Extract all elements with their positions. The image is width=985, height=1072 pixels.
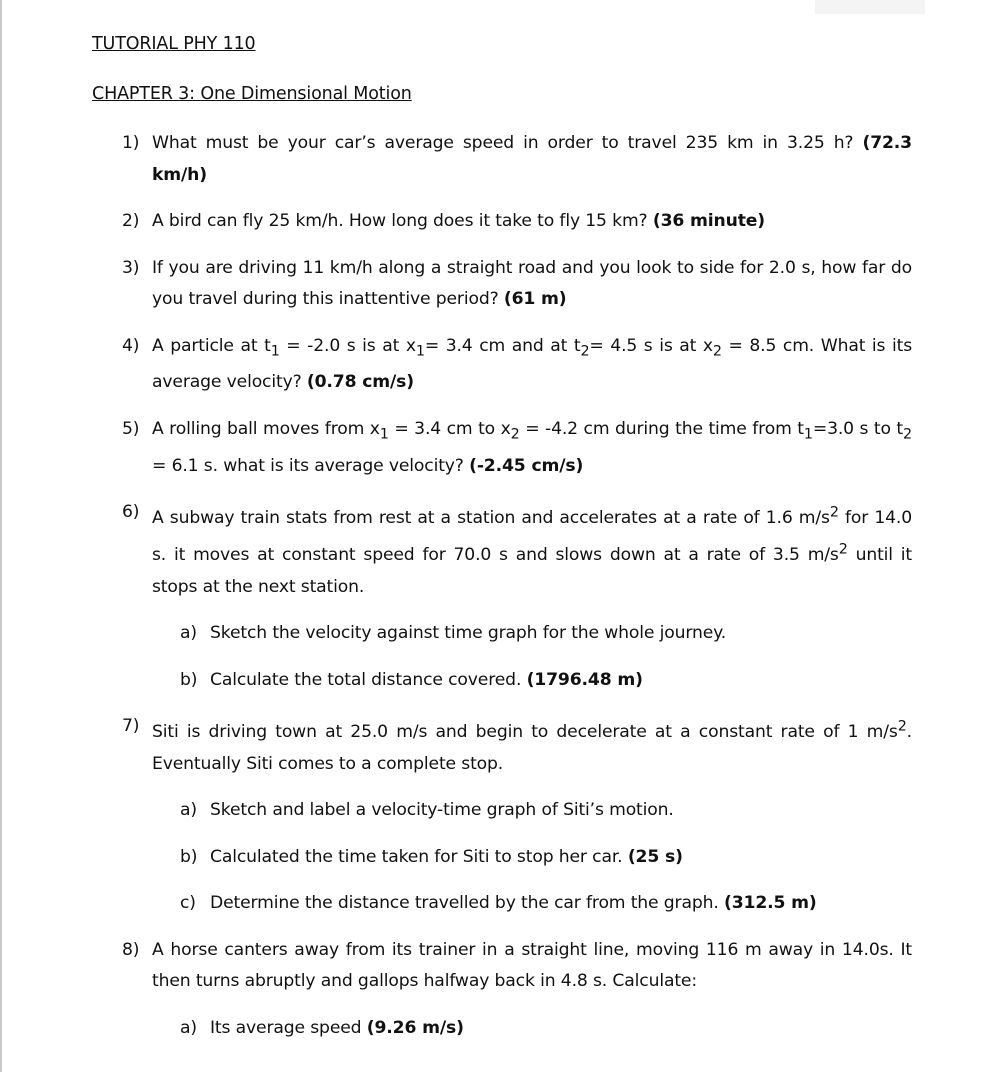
sub-text: Calculated the time taken for Siti to stop her car. [210,846,623,867]
question-text: A rolling ball moves from $x_1 = 3.4$ cm to $x_2 = -4.2$ cm during the time from $t_1=3.0$ s to $t_2 = 6.1$ s. what is its average velocity? [152,418,912,476]
question-6a [92,618,912,650]
sub-text: Its average speed [210,1017,362,1038]
sub-number: a) [180,1017,197,1038]
sub-answer: (9.26 m/s) [366,1017,464,1038]
question-answer: (61 m) [503,289,567,309]
question-text: A horse canters away from its trainer in a straight line, moving 116 m away in 14.0s. It then turns abruptly and gallops halfway back in 4.8 s. Calculate: [152,939,912,992]
question-text: What must be your car’s average speed in order to travel 235 km in 3.25 h? [152,133,854,153]
sub-answer: (25 s) [627,846,683,867]
question-3 [92,253,912,316]
question-7 [92,711,912,780]
question-answer: (0.78 cm/s) [306,372,414,393]
question-1 [92,128,912,191]
question-answer: (72.3 km/h) [152,133,912,185]
question-number: 2) [122,211,140,231]
question-answer: (36 minute) [652,211,765,231]
question-number: 4) [122,335,140,356]
question-4 [92,331,912,399]
question-text: A particle at $t_1 = -2.0$ s is at $x_1= 3.4$ cm and at $t_2= 4.5$ s is at $x_2 = 8.5$ cm. What is its average velocity? [152,335,913,393]
question-number: 3) [122,257,140,278]
question-7c [92,888,912,920]
question-7b [92,842,912,874]
question-number: 6) [122,502,140,523]
question-6 [92,497,912,603]
sub-number: b) [180,669,198,690]
question-8 [92,935,912,998]
tutorial-page [92,34,912,1059]
sub-text: Determine the distance travelled by the car from the graph. [210,893,719,914]
sub-text: Sketch the velocity against time graph for the whole journey. [210,623,727,644]
sub-text: Sketch and label a velocity-time graph of Siti’s motion. [210,800,674,821]
top-blank-area [815,0,925,14]
question-number: 7) [122,716,140,737]
sub-answer: (312.5 m) [724,893,817,914]
question-number: 8) [122,939,140,960]
question-number: 1) [122,133,140,153]
sub-number: a) [180,800,197,821]
question-answer: (-2.45 cm/s) [469,455,584,476]
question-text: A bird can fly 25 km/h. How long does it take to fly 15 km? [152,211,648,231]
question-text: A subway train stats from rest at a station and accelerates at a rate of 1.6 $m/s^2$ for 14.0 s. it moves at constant speed for 70.0 s and slows down at a rate of 3.5 $m/s^2$ until it stops at the next station. [152,504,912,597]
question-8a [92,1013,912,1045]
page-left-edge [0,0,2,1072]
question-6b [92,665,912,697]
question-text: If you are driving 11 km/h along a straight road and you look to side for 2.0 s, how far do you travel during this inattentive period? [152,257,912,309]
sub-number: a) [180,623,197,644]
question-5 [92,414,912,482]
question-7a [92,795,912,827]
question-2 [92,206,912,238]
question-text: Siti is driving town at 25.0 m/s and begin to decelerate at a constant rate of 1 $m/s^2$. Eventually Siti comes to a complete stop. [152,718,912,774]
sub-text: Calculate the total distance covered. [210,669,522,690]
question-number: 5) [122,418,140,439]
page-title: TUTORIAL PHY 110 [92,34,256,54]
chapter-heading: CHAPTER 3: One Dimensional Motion [92,84,412,104]
sub-number: c) [180,893,196,914]
sub-number: b) [180,846,198,867]
sub-answer: (1796.48 m) [526,669,643,690]
